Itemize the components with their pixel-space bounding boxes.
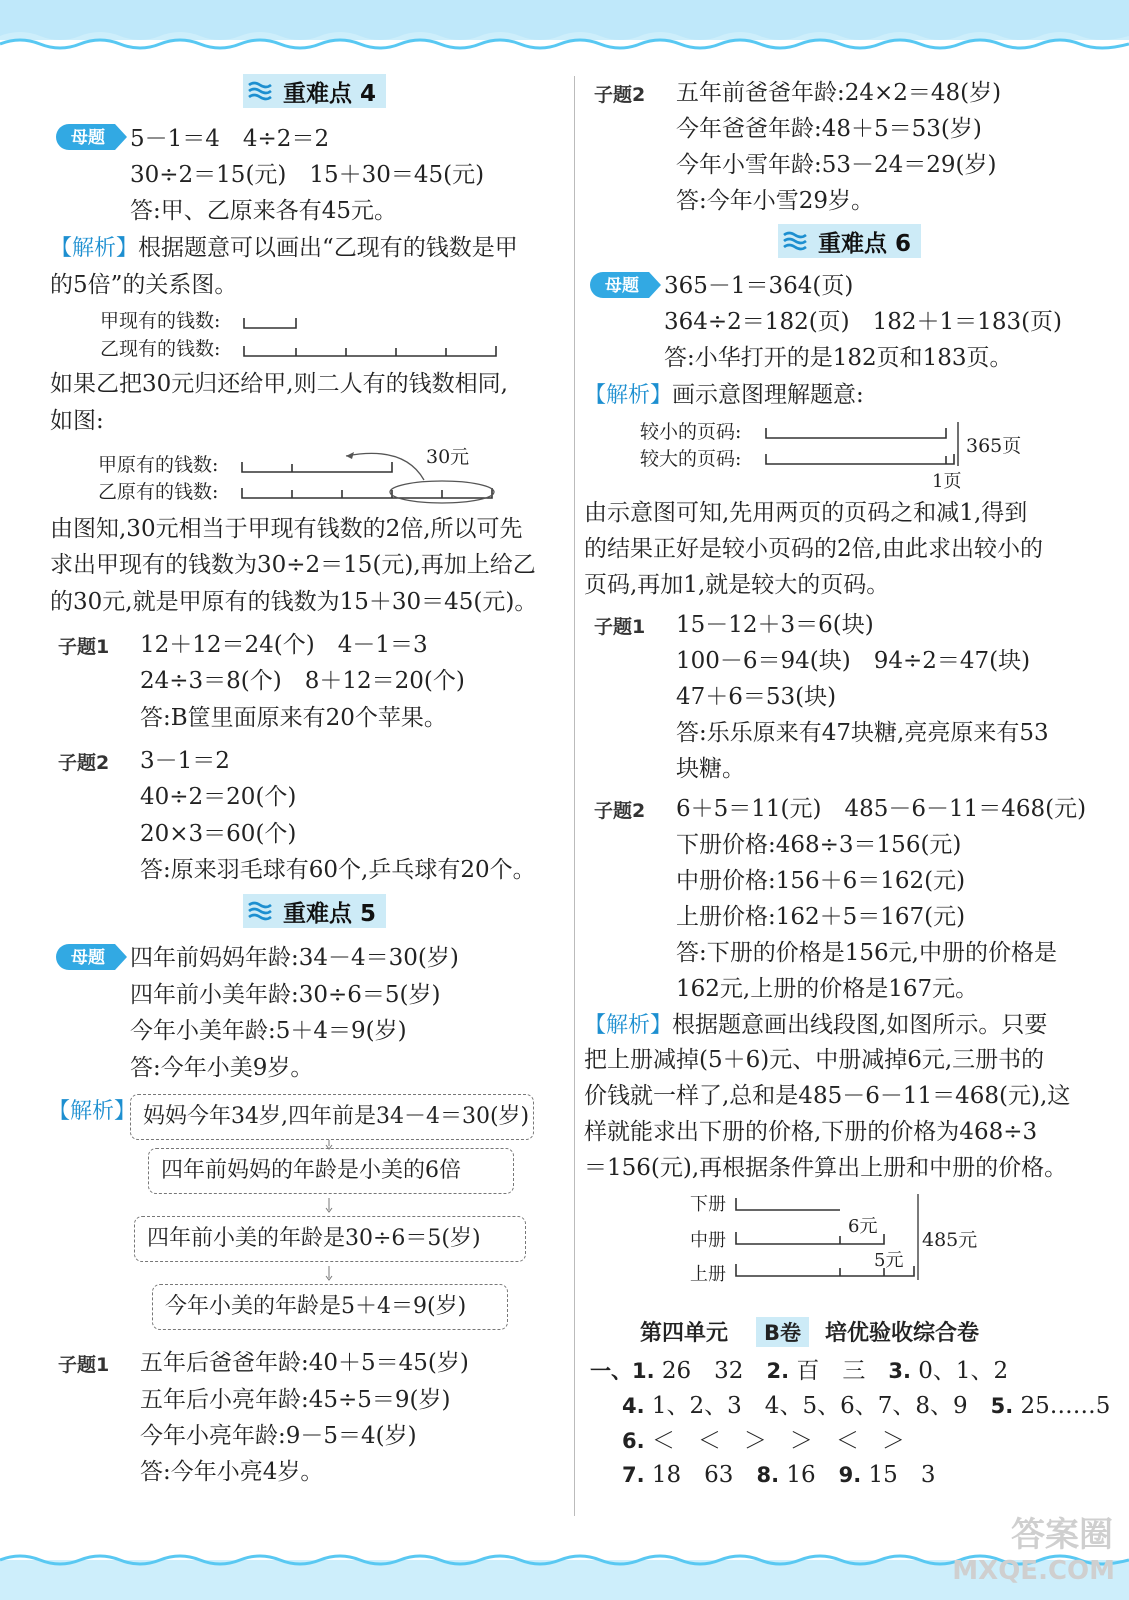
answer-line: 答:B筐里面原来有20个苹果。 xyxy=(140,705,447,731)
analysis-line: 【解析】根据题意可以画出“乙现有的钱数是甲 xyxy=(50,235,518,261)
diagram-label: 甲现有的钱数: xyxy=(100,310,221,332)
segment-diagram-3 xyxy=(760,418,960,468)
answer-line: 今年小雪年龄:53－24＝29(岁) xyxy=(676,152,997,178)
answer-line: 100－6＝94(块) 94÷2＝47(块) xyxy=(676,648,1031,674)
flow-box: 妈妈今年34岁,四年前是34－4＝30(岁) xyxy=(130,1094,534,1140)
section-title: 重难点 5 xyxy=(277,894,386,928)
answer-line: 今年小美年龄:5＋4＝9(岁) xyxy=(130,1018,407,1044)
diagram-label: 乙现有的钱数: xyxy=(100,338,221,360)
answer-line: 答:小华打开的是182页和183页。 xyxy=(664,345,1013,371)
diagram-note: 30元 xyxy=(426,446,470,468)
diagram-label: 中册 xyxy=(690,1230,726,1251)
diagram-label: 较小的页码: xyxy=(640,421,742,443)
analysis-line: 的30元,就是甲原有的钱数为15＋30＝45(元)。 xyxy=(50,589,538,615)
analysis-line: ＝156(元),再根据条件算出上册和中册的价格。 xyxy=(584,1155,1068,1181)
sub-question-label: 子题1 xyxy=(58,636,110,658)
analysis-line: 如图: xyxy=(50,408,104,434)
wave-lines-icon xyxy=(243,894,277,928)
wave-lines-icon xyxy=(243,74,277,108)
answer-line: 四年前小美年龄:30÷6＝5(岁) xyxy=(130,982,441,1008)
diagram-note: 6元 xyxy=(848,1216,878,1237)
section-heading-6 xyxy=(778,224,921,258)
mother-tag-label: 母题 xyxy=(605,276,639,296)
unit-description: 培优验收综合卷 xyxy=(825,1321,980,1346)
flow-arrow-icon xyxy=(324,1266,334,1282)
sub-question-label: 子题2 xyxy=(594,800,646,822)
analysis-label: 【解析】 xyxy=(48,1099,137,1124)
answer-line: 364÷2＝182(页) 182＋1＝183(页) xyxy=(664,309,1063,335)
segment-diagram-1 xyxy=(236,306,506,362)
mother-tag-label: 母题 xyxy=(71,948,105,968)
answer-line: 答:甲、乙原来各有45元。 xyxy=(130,198,398,224)
answer-line: 块糖。 xyxy=(676,756,745,782)
answer-line: 6＋5＝11(元) 485－6－11＝468(元) xyxy=(676,796,1087,822)
flow-box: 四年前小美的年龄是30÷6＝5(岁) xyxy=(134,1216,526,1262)
diagram-label: 较大的页码: xyxy=(640,448,742,470)
analysis-line: 求出甲现有的钱数为30÷2＝15(元),再加上给乙 xyxy=(50,552,536,578)
analysis-label: 【解析】 xyxy=(584,383,673,408)
answer-line: 3－1＝2 xyxy=(140,748,230,774)
diagram-note: 5元 xyxy=(874,1250,904,1271)
wave-lines-icon xyxy=(778,224,812,258)
answer-line: 今年爸爸年龄:48＋5＝53(岁) xyxy=(676,116,982,142)
analysis-line: 价钱就一样了,总和是485－6－11＝468(元),这 xyxy=(584,1083,1071,1109)
answer-line: 五年后爸爸年龄:40＋5＝45(岁) xyxy=(140,1350,469,1376)
segment-diagram-2 xyxy=(234,440,504,510)
section-heading-5 xyxy=(243,894,386,928)
analysis-line: 【解析】画示意图理解题意: xyxy=(584,382,864,408)
analysis-line: 由图知,30元相当于甲现有钱数的2倍,所以可先 xyxy=(50,516,523,542)
diagram-note: 1页 xyxy=(932,471,962,492)
answer-line: 47＋6＝53(块) xyxy=(676,684,837,710)
answer-line: 30÷2＝15(元) 15＋30＝45(元) xyxy=(130,162,485,188)
flow-arrow-icon xyxy=(324,1198,334,1214)
flow-box: 今年小美的年龄是5＋4＝9(岁) xyxy=(152,1284,508,1330)
answer-line: 答:今年小亮4岁。 xyxy=(140,1459,324,1485)
sub-question-label: 子题1 xyxy=(594,616,646,638)
sub-question-label: 子题1 xyxy=(58,1354,110,1376)
answer-line: 五年后小亮年龄:45÷5＝9(岁) xyxy=(140,1387,451,1413)
answer-line: 5－1＝4 4÷2＝2 xyxy=(130,126,330,152)
answer-line: 中册价格:156＋6＝162(元) xyxy=(676,868,966,894)
answer-line: 答:下册的价格是156元,中册的价格是 xyxy=(676,940,1057,966)
flow-box: 四年前妈妈的年龄是小美的6倍 xyxy=(148,1148,514,1194)
answer-line: 12＋12＝24(个) 4－1＝3 xyxy=(140,632,428,658)
diagram-label: 乙原有的钱数: xyxy=(98,481,219,503)
section-title: 重难点 4 xyxy=(277,74,386,108)
answer-line: 20×3＝60(个) xyxy=(140,821,297,847)
mother-question-tag xyxy=(52,122,130,152)
answer-line: 今年小亮年龄:9－5＝4(岁) xyxy=(140,1423,417,1449)
answer-line: 162元,上册的价格是167元。 xyxy=(676,976,979,1002)
answer-line: 上册价格:162＋5＝167(元) xyxy=(676,904,966,930)
column-divider xyxy=(574,76,575,1516)
diagram-label: 上册 xyxy=(690,1264,726,1285)
answer-line: 24÷3＝8(个) 8＋12＝20(个) xyxy=(140,668,465,694)
section-heading-4 xyxy=(243,74,386,108)
diagram-note: 365页 xyxy=(966,435,1022,457)
answer-line: 365－1＝364(页) xyxy=(664,273,854,299)
watermark-url: MXQE.COM xyxy=(952,1556,1115,1586)
answer-line: 答:乐乐原来有47块糖,亮亮原来有53 xyxy=(676,720,1049,746)
answer-line: 四年前妈妈年龄:34－4＝30(岁) xyxy=(130,945,459,971)
answer-line: 下册价格:468÷3＝156(元) xyxy=(676,832,962,858)
answer-line: 答:今年小雪29岁。 xyxy=(676,188,875,214)
unit-name: 第四单元 xyxy=(640,1321,729,1346)
diagram-label: 下册 xyxy=(690,1194,726,1215)
mother-question-tag xyxy=(586,270,664,300)
analysis-line: 【解析】根据题意画出线段图,如图所示。只要 xyxy=(584,1012,1048,1038)
analysis-line: 的5倍”的关系图。 xyxy=(50,272,238,298)
unit-volume-badge: B卷 xyxy=(756,1317,809,1347)
answer-line: 答:原来羽毛球有60个,乒乓球有20个。 xyxy=(140,857,536,883)
answer-line: 15－12＋3＝6(块) xyxy=(676,612,874,638)
answer-line: 五年前爸爸年龄:24×2＝48(岁) xyxy=(676,80,1002,106)
section-title: 重难点 6 xyxy=(812,224,921,258)
answer-row: 4. 1、2、3 4、5、6、7、8、9 5. 25……5 xyxy=(622,1393,1111,1419)
answer-line: 40÷2＝20(个) xyxy=(140,784,297,810)
analysis-line: 样就能求出下册的价格,下册的价格为468÷3 xyxy=(584,1119,1038,1145)
analysis-line: 把上册减掉(5＋6)元、中册减掉6元,三册书的 xyxy=(584,1047,1045,1073)
unit-header xyxy=(640,1316,979,1347)
analysis-label: 【解析】 xyxy=(50,236,139,261)
sub-question-label: 子题2 xyxy=(594,84,646,106)
mother-tag-label: 母题 xyxy=(71,128,105,148)
answer-row: 6. ＜ ＜ ＞ ＞ ＜ ＞ xyxy=(622,1428,905,1454)
watermark-logo: 答案圈 xyxy=(1011,1515,1113,1555)
answer-row: 7. 18 63 8. 16 9. 15 3 xyxy=(622,1462,936,1488)
answer-row: 一、1. 26 32 2. 百 三 3. 0、1、2 xyxy=(590,1358,1009,1384)
analysis-line: 的结果正好是较小页码的2倍,由此求出较小的 xyxy=(584,536,1043,562)
analysis-label: 【解析】 xyxy=(584,1013,673,1038)
diagram-label: 甲原有的钱数: xyxy=(98,454,219,476)
analysis-line: 由示意图可知,先用两页的页码之和减1,得到 xyxy=(584,500,1028,526)
analysis-line: 如果乙把30元归还给甲,则二人有的钱数相同, xyxy=(50,371,508,397)
diagram-note: 485元 xyxy=(922,1229,978,1251)
analysis-line: 页码,再加1,就是较大的页码。 xyxy=(584,572,890,598)
sub-question-label: 子题2 xyxy=(58,752,110,774)
top-wave-decoration xyxy=(0,0,1129,58)
mother-question-tag xyxy=(52,942,130,972)
answer-line: 答:今年小美9岁。 xyxy=(130,1055,314,1081)
